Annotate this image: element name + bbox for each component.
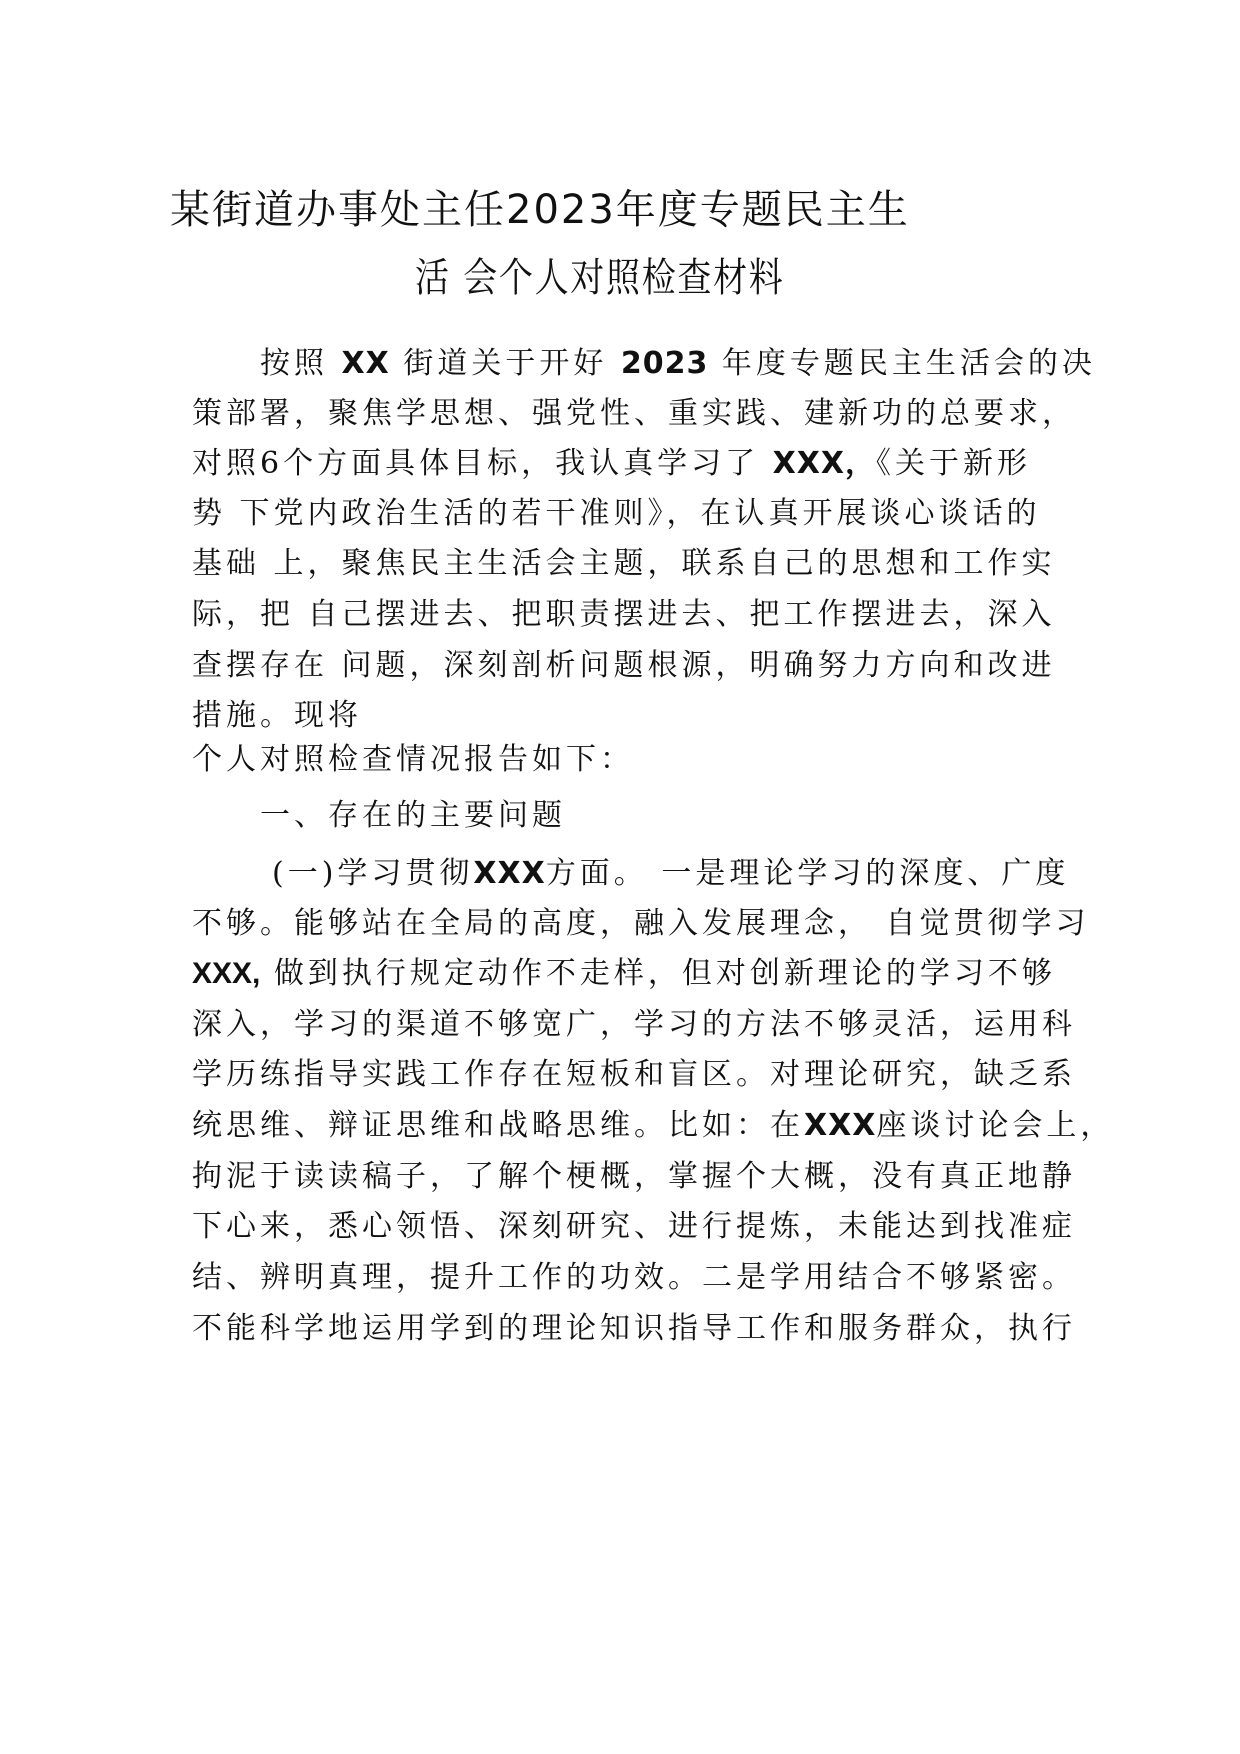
intro-line-3	[192, 444, 1031, 484]
para1-line-10: 不能科学地运用学到的理论知识指导工作和服务群众，执行	[192, 1311, 1076, 1346]
para1-line-4: 深入，学习的渠道不够宽广，学习的方法不够灵活，运用科	[192, 1007, 1076, 1042]
document-title-line-2: 活 会个人对照检查材料	[415, 255, 785, 301]
document-title-line-1: 某街道办事处主任2023年度专题民主生	[170, 187, 910, 233]
placeholder-text: XXX,	[192, 957, 261, 990]
text-run: 座谈讨论会上，	[876, 1108, 1115, 1143]
para1-line-6	[192, 1106, 1114, 1146]
text-run: 方面。 一是理论学习的深度、广度	[545, 856, 1070, 891]
intro-line-1	[260, 344, 1096, 384]
intro-line-8: 措施。现将	[192, 698, 362, 733]
para1-line-2: 不够。能够站在全局的高度，融入发展理念， 自觉贯彻学习	[192, 906, 1090, 941]
text-run: 《关于新形	[876, 446, 1032, 481]
intro-line-4: 势 下党内政治生活的若干准则》，在认真开展谈心谈话的	[192, 496, 1041, 531]
text-run: 对照6个方面具体目标，我认真学习了	[192, 446, 773, 481]
placeholder-text: XX	[341, 346, 390, 381]
para1-line-1	[272, 854, 1069, 894]
para1-line-9: 结、辨明真理，提升工作的功效。二是学用结合不够紧密。	[192, 1260, 1076, 1295]
text-run: 年度专题民主生活会的决	[708, 346, 1096, 381]
section-heading: 一、存在的主要问题	[260, 798, 566, 833]
para1-line-7: 拘泥于读读稿子，了解个梗概，掌握个大概，没有真正地静	[192, 1159, 1076, 1194]
placeholder-text: XXX，	[772, 446, 877, 481]
para1-line-5: 学历练指导实践工作存在短板和盲区。对理论研究，缺乏系	[192, 1057, 1076, 1092]
para1-line-3	[192, 954, 1056, 994]
text-run: (一)学习贯彻	[272, 856, 474, 891]
intro-line-6: 际，把 自己摆进去、把职责摆进去、把工作摆进去，深入	[192, 597, 1056, 632]
text-run: 统思维、辩证思维和战略思维。比如：在	[192, 1108, 804, 1143]
text-run: 街道关于开好	[389, 346, 621, 381]
placeholder-text: XXX	[473, 856, 546, 891]
text-run: 做到执行规定动作不走样，但对创新理论的学习不够	[260, 956, 1056, 991]
text-run: 按照	[260, 346, 342, 381]
intro-line-7: 查摆存在 问题，深刻剖析问题根源，明确努力方向和改进	[192, 648, 1056, 683]
year-text: 2023	[620, 346, 709, 381]
placeholder-text: XXX	[804, 1108, 877, 1143]
intro-line-2: 策部署，聚焦学思想、强党性、重实践、建新功的总要求，	[192, 396, 1076, 431]
para1-line-8: 下心来，悉心领悟、深刻研究、进行提炼，未能达到找准症	[192, 1209, 1076, 1244]
intro-line-5: 基础 上，聚焦民主生活会主题，联系自己的思想和工作实	[192, 546, 1056, 581]
intro-line-9: 个人对照检查情况报告如下：	[192, 742, 634, 777]
